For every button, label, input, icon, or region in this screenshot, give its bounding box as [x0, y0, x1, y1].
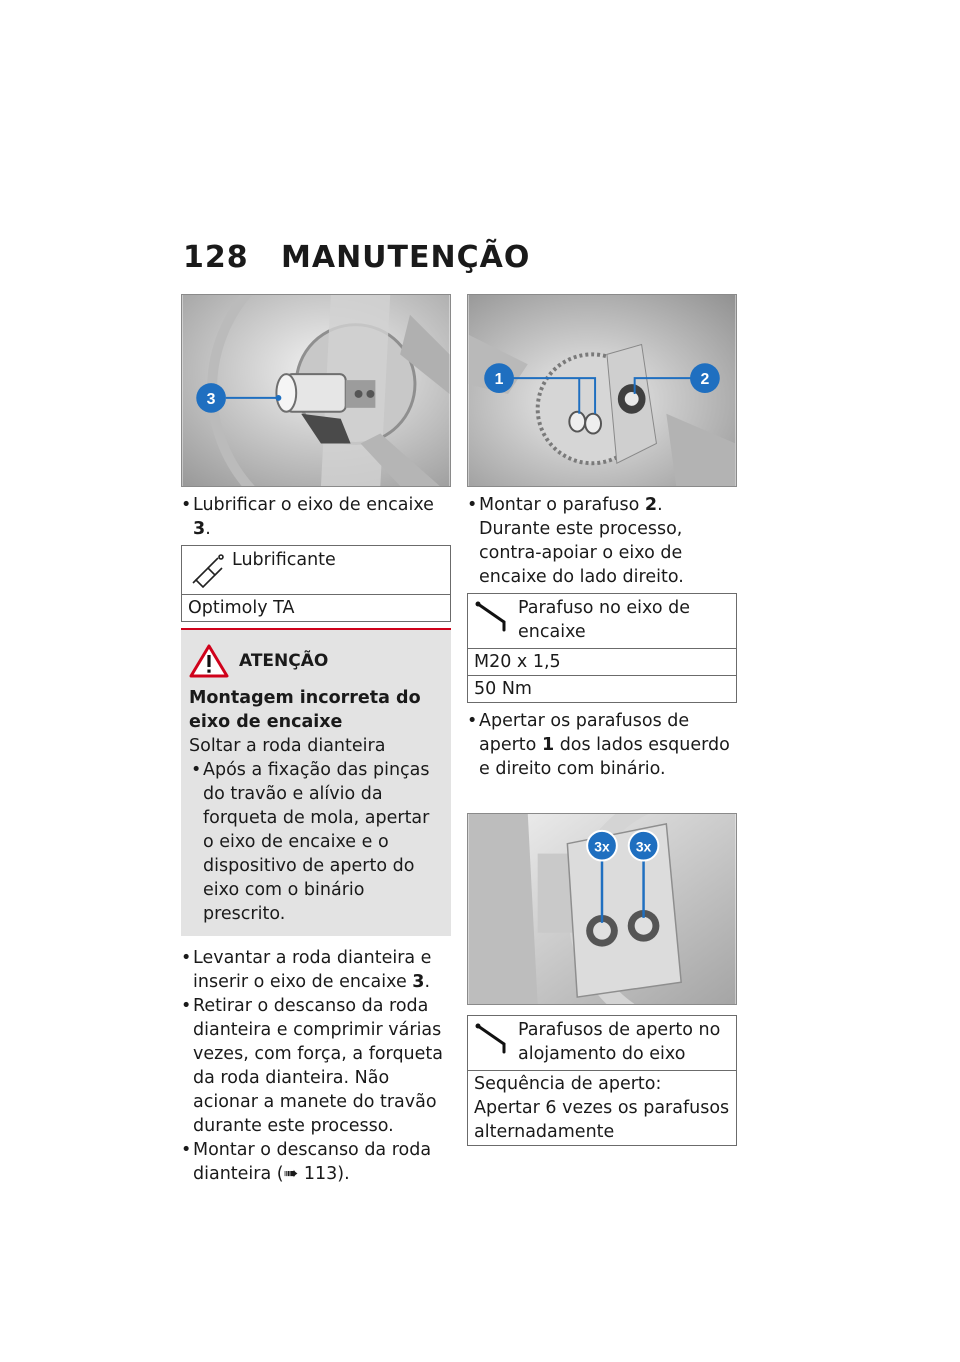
callout-3x-right-label: 3x: [635, 838, 652, 855]
torque2-value: Sequência de aperto: Apertar 6 vezes os parafusos alternadamente: [468, 1070, 736, 1145]
torque-wrench-icon: [474, 1022, 514, 1058]
warning-cause: Soltar a roda dianteira: [189, 736, 386, 756]
callout-2-label: 2: [700, 371, 710, 389]
lubricant-spec-box: [181, 545, 451, 622]
torque1-thread: M20 x 1,5: [468, 648, 736, 675]
torque-spec-clamp-bolts: [467, 1015, 737, 1146]
torque-wrench-icon: [474, 600, 514, 636]
warning-triangle-icon: [189, 644, 229, 678]
warning-item: • Após a fixação das pinças do travão e alívio da forqueta de mola, apertar o eixo de encaixe e o dispositivo de aperto do eixo com o binário prescrito.: [191, 760, 430, 924]
page-ref-arrow-icon: ➠: [283, 1164, 299, 1184]
page-header: [183, 240, 530, 275]
step-mount-bolt: • Montar o parafuso 2. Durante este processo, contra-apoiar o eixo de encaixe do lado direito.: [467, 495, 684, 587]
step-tighten-clamp-bolts: • Apertar os parafusos de aperto 1 dos lados esquerdo e direito com binário.: [467, 711, 730, 779]
left-column: [181, 294, 451, 1186]
chapter-title: MANUTENÇÃO: [281, 240, 531, 275]
callout-3x-left-label: 3x: [594, 838, 610, 855]
page-number: 128: [183, 240, 249, 275]
warning-subtitle: Montagem incorreta do eixo de encaixe: [189, 688, 421, 732]
callout-3-label: 3: [206, 390, 216, 408]
warning-box: [181, 628, 451, 936]
step-remove-stand: • Retirar o descanso da roda dianteira e comprimir várias vezes, com força, a forqueta da roda dianteira. Não acionar a manete do travão durante este processo.: [181, 996, 443, 1136]
page-ref-link[interactable]: 113: [303, 1164, 338, 1184]
step-mount-stand: • Montar o descanso da roda dianteira (➠ 113).: [181, 1140, 432, 1184]
warning-title: ATENÇÃO: [239, 651, 329, 671]
photo-axle-bolts: [467, 294, 737, 487]
lubricant-label: Lubrificante: [232, 550, 336, 570]
torque1-label: Parafuso no eixo de encaixe: [518, 598, 691, 642]
photo-clamp-bolts: [467, 813, 737, 1005]
torque1-value: 50 Nm: [468, 675, 736, 702]
torque2-label: Parafusos de aperto no alojamento do eixo: [518, 1020, 721, 1064]
callout-1-label: 1: [494, 371, 504, 389]
lubricant-value: Optimoly TA: [182, 594, 450, 621]
step-raise-wheel: • Levantar a roda dianteira e inserir o eixo de encaixe 3.: [181, 948, 432, 992]
grease-gun-icon: [188, 552, 228, 588]
photo-axle-insertion: [181, 294, 451, 487]
right-column: [467, 294, 737, 1146]
step-lubricate-axle: • Lubrificar o eixo de encaixe 3.: [181, 495, 434, 539]
torque-spec-axle-bolt: [467, 593, 737, 703]
